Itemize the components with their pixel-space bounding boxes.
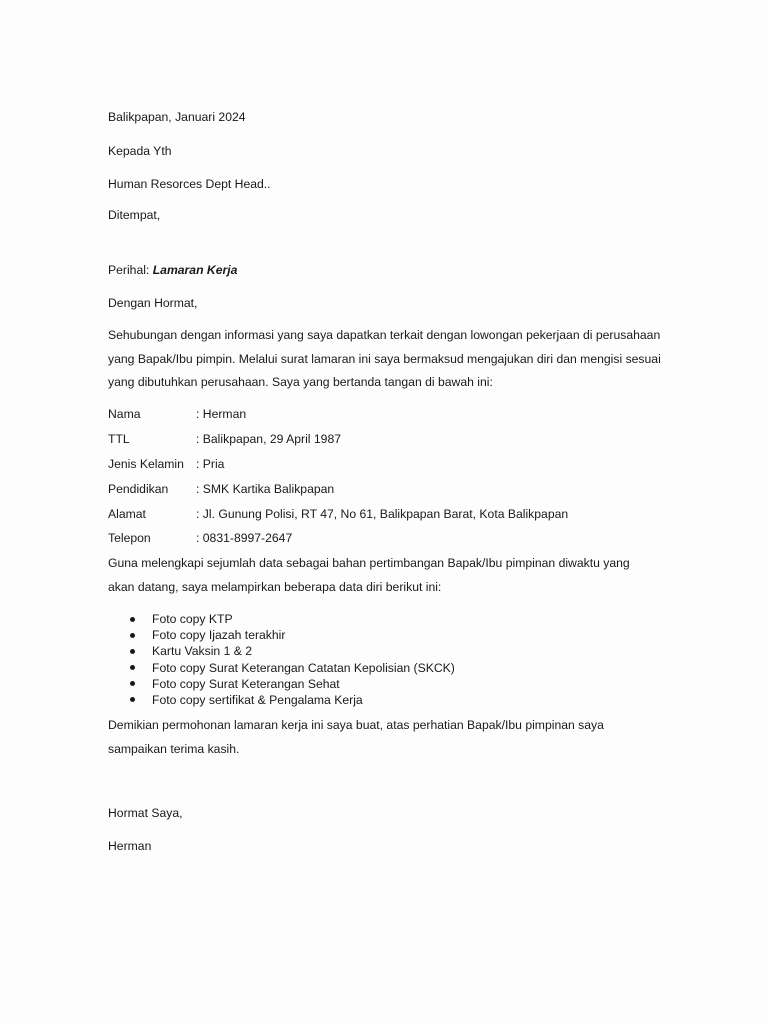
intro-paragraph-line: yang dibutuhkan perusahaan. Saya yang bertanda tangan di bawah ini: — [108, 375, 493, 389]
intro-paragraph-line: Sehubungan dengan informasi yang saya dapatkan terkait dengan lowongan pekerjaan di perusahaan — [108, 328, 661, 342]
intro-paragraph-line: yang Bapak/Ibu pimpin. Melalui surat lamaran ini saya bermaksud mengajukan diri dan mengisi sesuai — [108, 352, 661, 366]
attachment-label: Foto copy Surat Keterangan Sehat — [152, 676, 340, 691]
recipient-title: Human Resorces Dept Head.. — [108, 177, 271, 191]
detail-label-nama: Nama — [108, 407, 141, 421]
bullet-icon — [130, 617, 135, 622]
attachment-label: Foto copy sertifikat & Pengalama Kerja — [152, 692, 363, 707]
subject-line — [108, 262, 237, 278]
recipient-location: Ditempat, — [108, 208, 161, 222]
bullet-icon — [130, 665, 135, 670]
attachment-label: Foto copy Surat Keterangan Catatan Kepolisian (SKCK) — [152, 660, 455, 675]
list-item — [108, 660, 455, 676]
list-item — [108, 643, 455, 659]
detail-label-alamat: Alamat — [108, 507, 146, 521]
detail-value-pendidikan: : SMK Kartika Balikpapan — [196, 482, 335, 496]
bullet-icon — [130, 633, 135, 638]
signoff: Hormat Saya, — [108, 806, 183, 820]
list-item — [108, 627, 455, 643]
closing-line: sampaikan terima kasih. — [108, 742, 240, 756]
detail-label-ttl: TTL — [108, 432, 130, 446]
bullet-icon — [130, 681, 135, 686]
attachment-label: Foto copy Ijazah terakhir — [152, 628, 286, 643]
list-item — [108, 676, 455, 692]
detail-value-alamat: : Jl. Gunung Polisi, RT 47, No 61, Balikpapan Barat, Kota Balikpapan — [196, 507, 569, 521]
detail-value-jenis-kelamin: : Pria — [196, 457, 225, 471]
detail-label-telepon: Telepon — [108, 531, 151, 545]
list-item — [108, 692, 455, 708]
bullet-icon — [130, 697, 135, 702]
attachment-list — [108, 611, 455, 708]
attachment-label: Kartu Vaksin 1 & 2 — [152, 644, 253, 659]
detail-value-telepon: : 0831-8997-2647 — [196, 531, 293, 545]
detail-value-nama: : Herman — [196, 407, 247, 421]
attachment-label: Foto copy KTP — [152, 612, 233, 626]
closing-line: Demikian permohonan lamaran kerja ini saya buat, atas perhatian Bapak/Ibu pimpinan saya — [108, 718, 604, 732]
subject-value: Lamaran Kerja — [152, 263, 238, 277]
signature-name: Herman — [108, 839, 152, 853]
detail-label-jenis-kelamin: Jenis Kelamin — [108, 457, 184, 471]
place-date: Balikpapan, Januari 2024 — [108, 110, 246, 124]
recipient-line: Kepada Yth — [108, 144, 172, 158]
bullet-icon — [130, 649, 135, 654]
detail-value-ttl: : Balikpapan, 29 April 1987 — [196, 432, 341, 446]
subject-label: Perihal: — [108, 263, 153, 277]
attachment-intro-line: Guna melengkapi sejumlah data sebagai bahan pertimbangan Bapak/Ibu pimpinan diwaktu yang — [108, 556, 630, 570]
list-item — [108, 611, 455, 627]
detail-label-pendidikan: Pendidikan — [108, 482, 169, 496]
attachment-intro-line: akan datang, saya melampirkan beberapa data diri berikut ini: — [108, 580, 442, 594]
greeting: Dengan Hormat, — [108, 296, 198, 310]
